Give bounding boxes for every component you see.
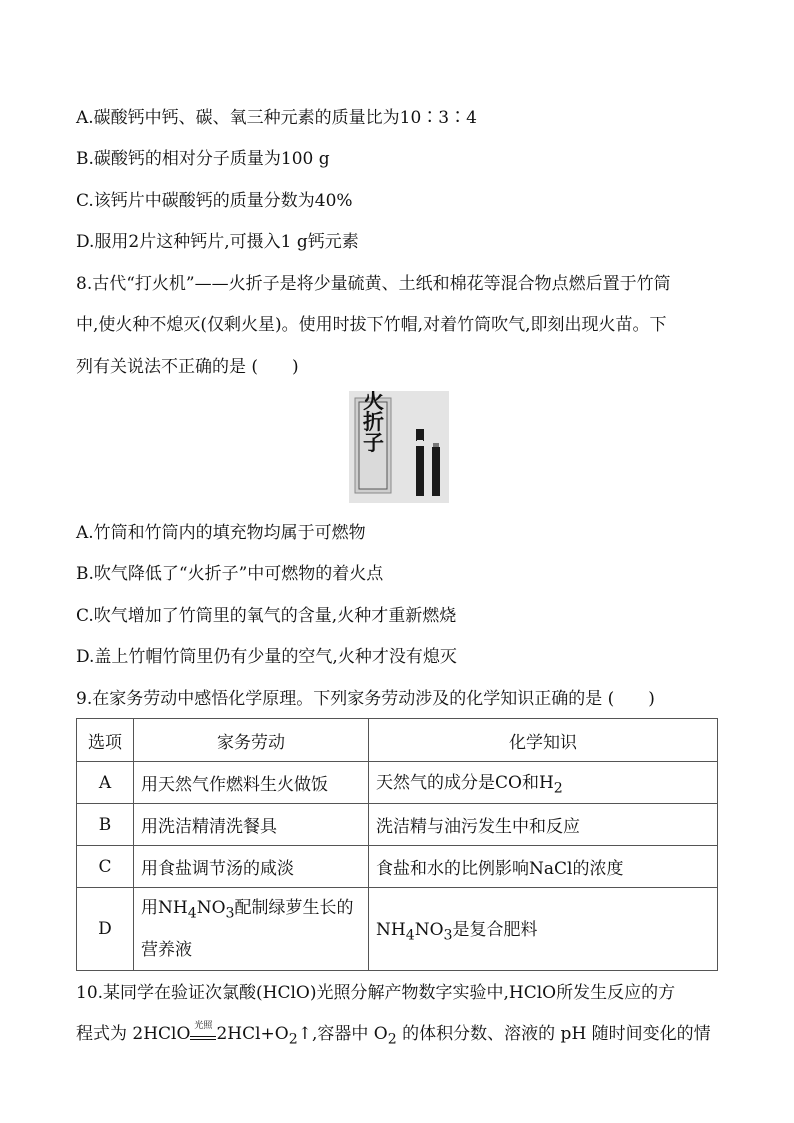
figure-calligraphy-text: 火折子 [360,391,386,453]
header-labor: 家务劳动 [134,719,369,762]
q7-option-c: C.该钙片中碳酸钙的质量分数为40% [76,191,353,211]
equation-text: ↑,容器中 O [297,1024,388,1044]
row-labor [134,888,369,971]
q7-option-b: B.碳酸钙的相对分子质量为100 g [76,149,330,169]
reaction-condition-sign [190,1020,216,1045]
knowledge-text: NH [376,919,406,940]
row-option: D [77,888,134,971]
row-option: C [77,846,134,888]
header-option: 选项 [77,719,134,762]
subscript: 2 [288,1031,298,1048]
q8-stem-line3: 列有关说法不正确的是 ( ) [76,357,299,377]
row-option: B [77,804,134,846]
equation-text: 程式为 2HClO [76,1024,191,1044]
knowledge-text: NO [414,919,444,940]
q9-table [76,718,718,971]
q8-option-d: D.盖上竹帽竹筒里仍有少量的空气,火种才没有熄灭 [76,647,457,667]
q8-stem-line2: 中,使火种不熄灭(仅剩火星)。使用时拔下竹帽,对着竹筒吹气,即刻出现火苗。下 [76,315,667,335]
subscript: 4 [187,905,197,922]
q10-stem-line1: 10.某同学在验证次氯酸(HClO)光照分解产物数字实验中,HClO所发生反应的方 [76,983,676,1003]
header-knowledge: 化学知识 [369,719,718,762]
row-labor: 用食盐调节汤的咸淡 [134,846,369,888]
equation-text: 2HCl+O [216,1024,289,1044]
table-row [77,846,718,888]
row-knowledge [369,762,718,804]
subscript: 4 [405,927,415,944]
row-option: A [77,762,134,804]
subscript: 2 [387,1031,397,1048]
table-row [77,762,718,804]
q8-option-a: A.竹筒和竹筒内的填充物均属于可燃物 [76,523,366,543]
q8-option-b: B.吹气降低了“火折子”中可燃物的着火点 [76,564,384,584]
q7-option-d: D.服用2片这种钙片,可摄入1 g钙元素 [76,232,359,252]
row-knowledge: 食盐和水的比例影响NaCl的浓度 [369,846,718,888]
q8-stem-line1: 8.古代“打火机”——火折子是将少量硫黄、土纸和棉花等混合物点燃后置于竹筒 [76,274,671,294]
fire-starter-figure [349,391,449,503]
table-row [77,804,718,846]
row-knowledge [369,888,718,971]
labor-text: NO [196,898,226,919]
labor-text: 配制绿萝生长的 [234,898,354,919]
labor-text-line2: 营养液 [141,939,192,960]
row-labor: 用天然气作燃料生火做饭 [134,762,369,804]
knowledge-text: 是复合肥料 [452,919,538,940]
equation-text: 的体积分数、溶液的 pH 随时间变化的情 [396,1024,711,1044]
table-row [77,888,718,971]
row-labor: 用洗洁精清洗餐具 [134,804,369,846]
q10-stem-line2 [76,1022,711,1051]
q7-option-a: A.碳酸钙中钙、碳、氧三种元素的质量比为10∶3∶4 [76,108,477,128]
subscript: 3 [225,905,235,922]
reaction-condition: 光照 [194,1020,213,1031]
subscript: 3 [443,927,453,944]
q8-option-c: C.吹气增加了竹筒里的氧气的含量,火种才重新燃烧 [76,606,457,626]
knowledge-text: 天然气的成分是CO和H [376,773,554,794]
row-knowledge: 洗洁精与油污发生中和反应 [369,804,718,846]
q9-stem: 9.在家务劳动中感悟化学原理。下列家务劳动涉及的化学知识正确的是 ( ) [76,689,655,709]
labor-text: 用NH [141,898,188,919]
table-header-row [77,719,718,762]
subscript: 2 [553,780,563,797]
